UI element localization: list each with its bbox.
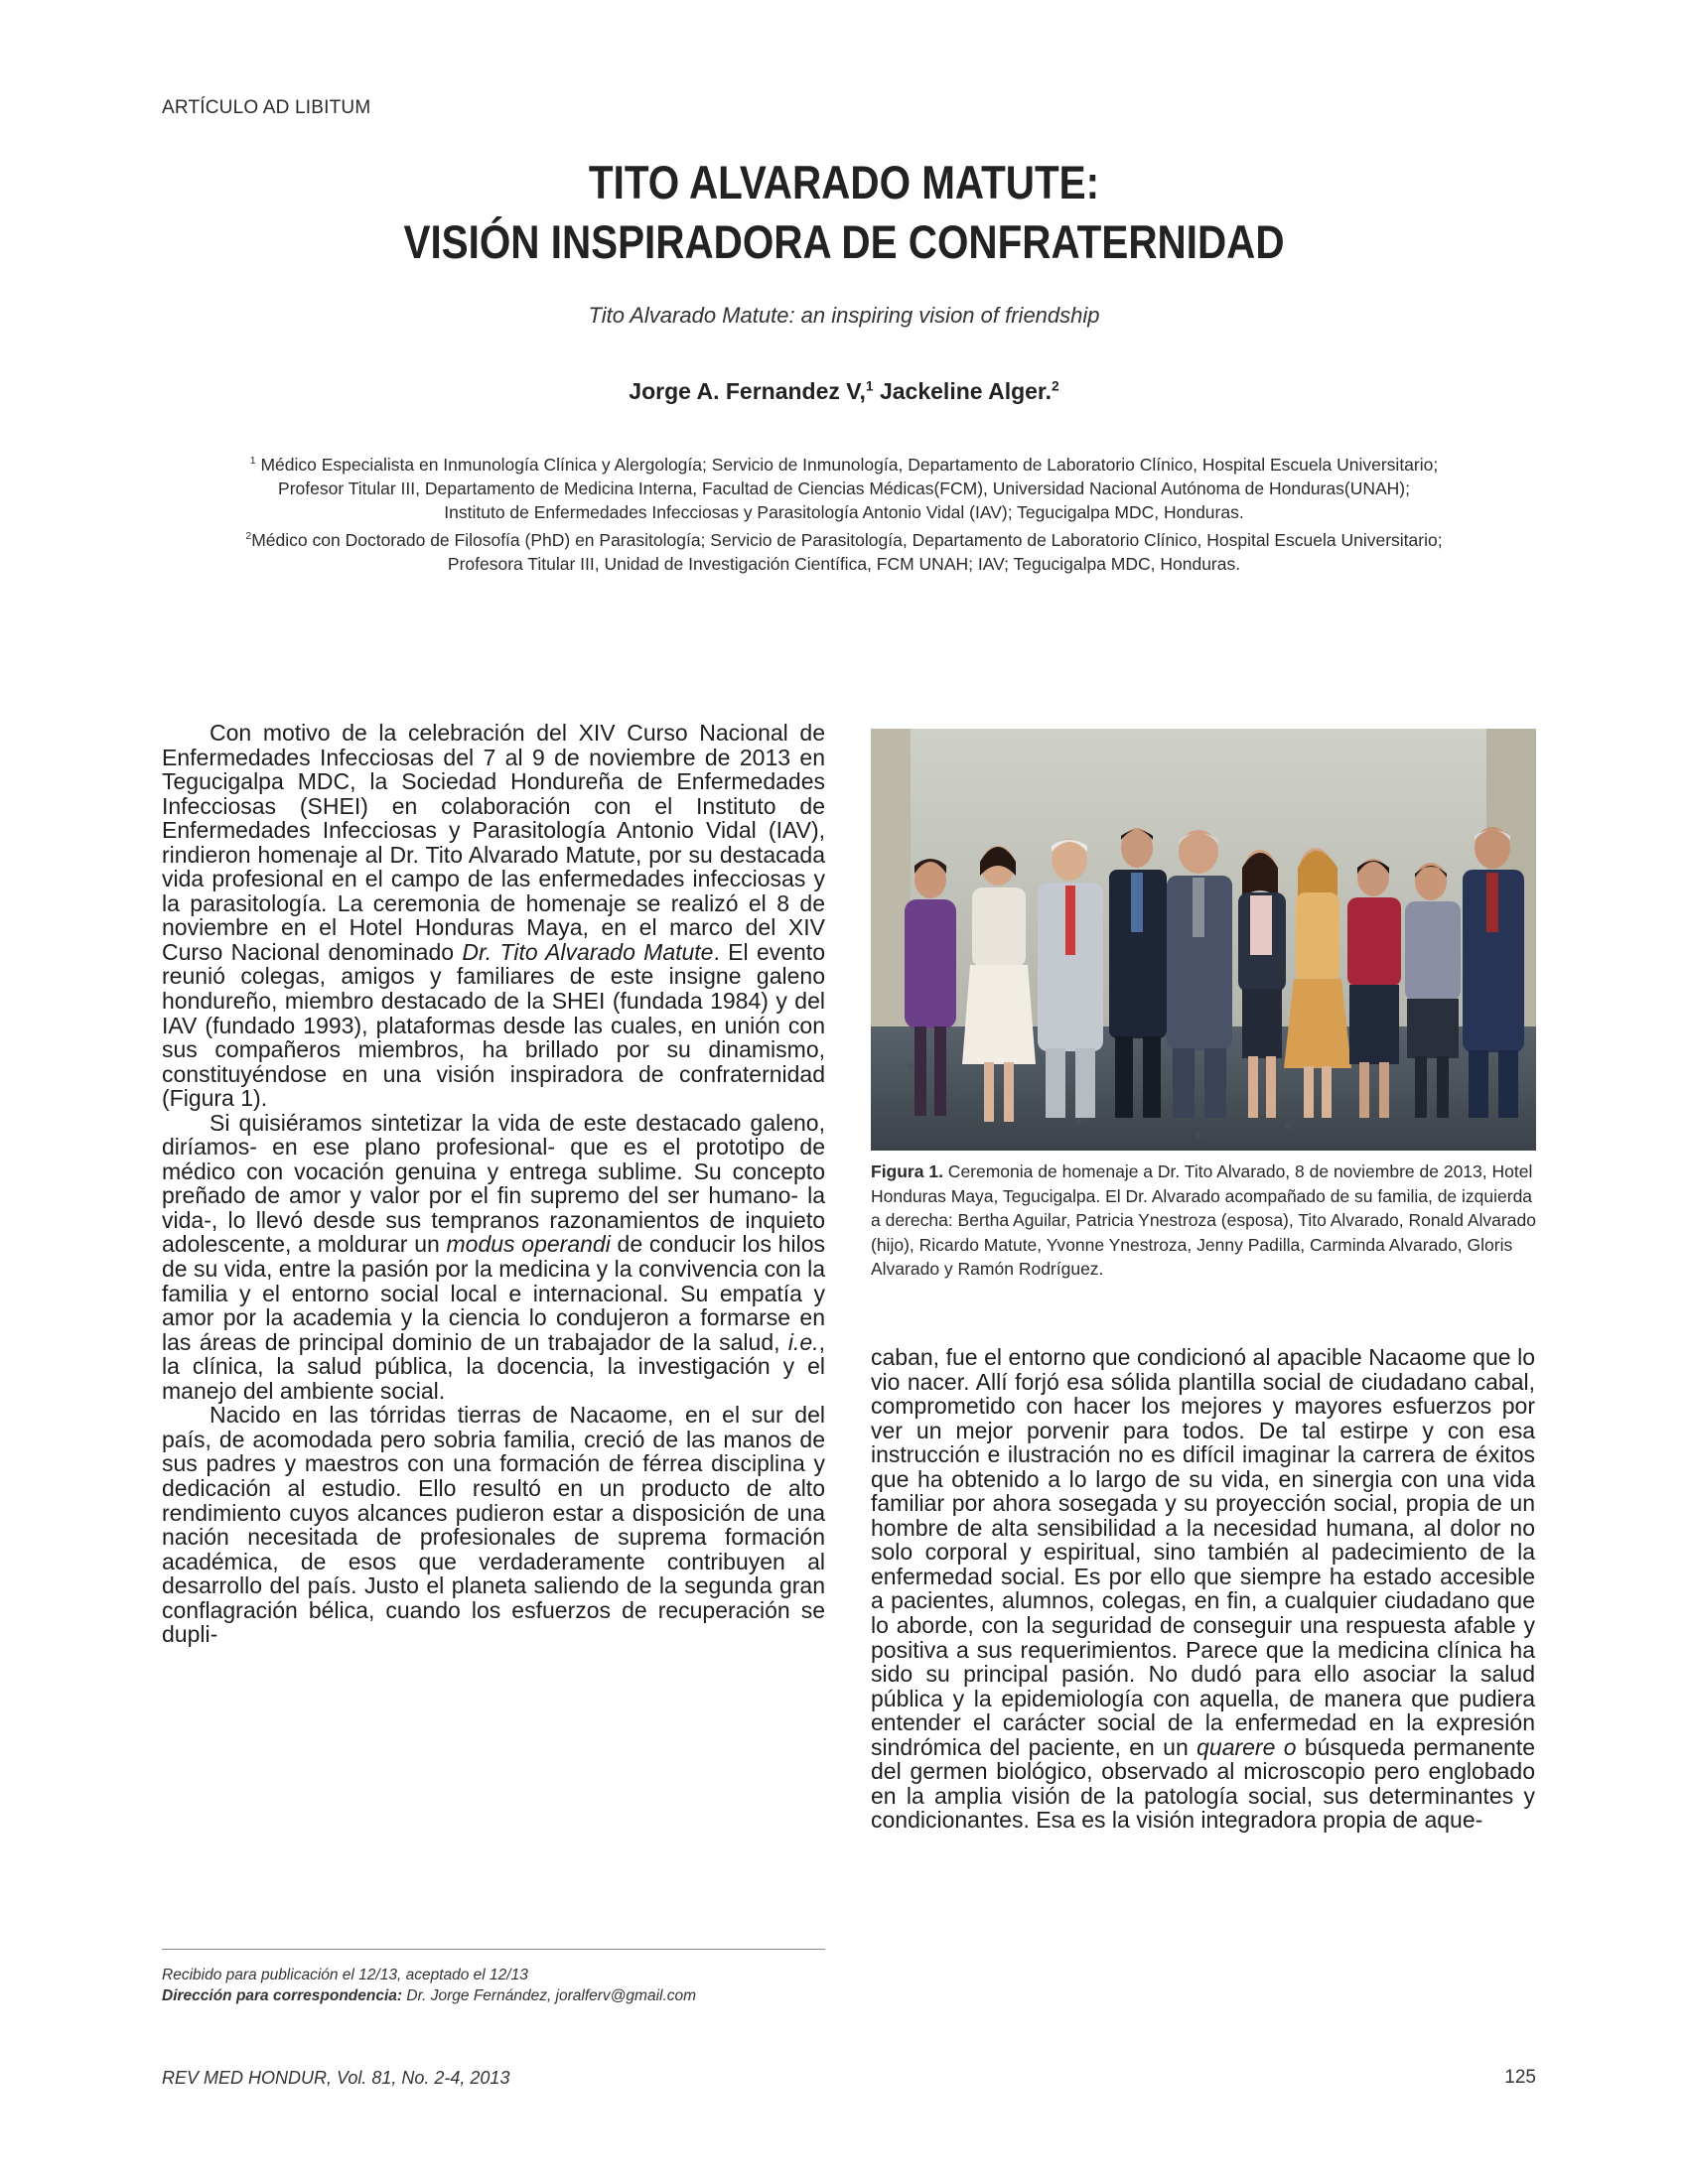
body-column-right xyxy=(871,1345,1535,1833)
received-note: Recibido para publicación el 12/13, aceptado el 12/13 xyxy=(162,1967,528,1983)
footnote-divider xyxy=(162,1949,825,1950)
page-number: 125 xyxy=(1504,2067,1536,2088)
title-line-1: TITO ALVARADO MATUTE: xyxy=(588,156,1100,208)
figure-1-photo xyxy=(871,729,1536,1151)
p2-text-b: de conducir los hilos de su vida, entre la pasión por la medicina y la convivencia con la familia y el entorno social local e internacional. Su empatía y amor por la academia y la ciencia lo condujeron a formarse en las áreas de principal dominio de un trabajador de la salud, xyxy=(162,1231,825,1355)
affiliation-1-marker: 1 xyxy=(249,455,256,467)
p2-text-a: Si quisiéramos sintetizar la vida de este destacado galeno, diríamos- en ese plano profesional- que es el prototipo de médico con vocación genuina y entrega sublime. Su concepto preñado de amor y valor por el fin supremo del ser humano- la vida-, lo llevó desde sus tempranos razonamientos de inquieto adolescente, a moldurar un xyxy=(162,1109,825,1258)
body-paragraph-1 xyxy=(162,721,825,1111)
body-paragraph-2 xyxy=(162,1111,825,1404)
p2-emphasis-2: i.e. xyxy=(787,1328,819,1355)
affiliation-1-line-2: Profesor Titular III, Departamento de Medicina Interna, Facultad de Ciencias Médicas(FCM), Universidad Nacional Autónoma de Honduras(UNAH); xyxy=(278,478,1410,498)
affiliation-1-text: Médico Especialista en Inmunología Clínica y Alergología; Servicio de Inmunología, Departamento de Laboratorio Clínico, Hospital Escuela Universitario; xyxy=(255,454,1439,475)
journal-citation: REV MED HONDUR, Vol. 81, No. 2-4, 2013 xyxy=(162,2068,510,2088)
p2-emphasis: modus operandi xyxy=(446,1231,611,1258)
section-label: ARTÍCULO AD LIBITUM xyxy=(162,97,371,118)
p4-emphasis: quarere o xyxy=(1196,1733,1297,1760)
p1-emphasis: Dr. Tito Alvarado Matute xyxy=(462,938,714,965)
p2-text-c: , la clínica, la salud pública, la docencia, la investigación y el manejo del ambiente social. xyxy=(162,1328,825,1404)
affiliation-2-text: Médico con Doctorado de Filosofía (PhD) en Parasitología; Servicio de Parasitología, Departamento de Laboratorio Clínico, Hospital Escuela Universitario; xyxy=(251,529,1443,550)
figure-1-caption-text: Ceremonia de homenaje a Dr. Tito Alvarado, 8 de noviembre de 2013, Hotel Honduras Maya, Tegucigalpa. El Dr. Alvarado acompañado de su familia, de izquierda a derecha: Bertha Aguilar, Patricia Ynestroza (esposa), Tito Alvarado, Ronald Alvarado (hijo), Ricardo Matute, Yvonne Ynestroza, Jenny Padilla, Carminda Alvarado, Gloris Alvarado y Ramón Rodríguez. xyxy=(871,1161,1536,1279)
authors xyxy=(149,378,1539,405)
affiliations xyxy=(199,449,1489,576)
body-column-left xyxy=(162,721,825,1647)
affiliation-2-line-1 xyxy=(199,524,1489,552)
p1-text-a: Con motivo de la celebración del XIV Curso Nacional de Enfermedades Infecciosas del 7 al 9 de noviembre de 2013 en Tegucigalpa MDC, la Sociedad Hondureña de Enfermedades Infecciosas (SHEI) en colaboración con el Instituto de Enfermedades Infecciosas y Parasitología Antonio Vidal (IAV), rindieron homenaje al Dr. Tito Alvarado Matute, por su destacada vida profesional en el campo de las enfermedades infecciosas y la parasitología. La ceremonia de homenaje se realizó el 8 de noviembre en el Hotel Honduras Maya, en el marco del XIV Curso Nacional denominado xyxy=(162,720,825,965)
figure-1-caption xyxy=(871,1160,1536,1282)
footnote xyxy=(162,1965,825,2006)
author-2-affil: 2 xyxy=(1052,378,1059,394)
figure-1-label: Figura 1. xyxy=(871,1161,943,1181)
body-paragraph-3: Nacido en las tórridas tierras de Nacaome, en el sur del país, de acomodada pero sobria familia, creció de las manos de sus padres y maestros con una formación de férrea disciplina y dedicación al estudio. Ello resultó en un producto de alto rendimiento cuyos alcances pudieron estar a disposición de una nación necesitada de profesionales de suprema formación académica, de esos que verdaderamente contribuyen al desarrollo del país. Justo el planeta saliendo de la segunda gran conflagración bélica, cuando los esfuerzos de recuperación se dupli- xyxy=(162,1402,825,1648)
article-subtitle: Tito Alvarado Matute: an inspiring vision of friendship xyxy=(588,303,1100,328)
affiliation-1-line-1 xyxy=(199,449,1489,477)
correspondence-note xyxy=(162,1985,825,2006)
body-paragraph-4 xyxy=(871,1345,1535,1833)
author-2: Jackeline Alger. xyxy=(873,378,1052,404)
correspondence-text: Dr. Jorge Fernández, joralferv@gmail.com xyxy=(402,1987,697,2004)
correspondence-label: Dirección para correspondencia: xyxy=(162,1987,403,2004)
p4-text-b: búsqueda permanente del germen biológico, observado al microscopio pero englobado en la amplia visión de la patología social, sus determinantes y condicionantes. Esa es la visión integradora propia de aque- xyxy=(871,1733,1535,1834)
title-line-2: VISIÓN INSPIRADORA DE CONFRATERNIDAD xyxy=(403,215,1285,268)
p4-text-a: caban, fue el entorno que condicionó al apacible Nacaome que lo vio nacer. Allí forjó esa sólida plantilla social de ciudadano cabal, comprometido con hacer los mejores y mayores esfuerzos por ver un mejor porvenir para todos. De tal estirpe y con esa instrucción e ilustración no es difícil imaginar la carrera de éxitos que ha obtenido a lo largo de su vida, en sinergia con una vida familiar por ahora sosegada y su proyección social, propia de un hombre de alta sensibilidad a la necesidad humana, al dolor no solo corporal y espiritual, sino también al padecimiento de la enfermedad social. Es por ello que siempre ha estado accesible a pacientes, alumnos, colegas, en fin, a cualquier ciudadano que lo aborde, con la seguridad de conseguir una respuesta afable y positiva a sus requerimientos. Parece que la medicina clínica ha sido su principal pasión. No dudó para ello asociar la salud pública y la epidemiología con aquella, de manera que pudiera entender el carácter social de la enfermedad en la expresión sindrómica del paciente, en un xyxy=(871,1344,1535,1760)
author-1-affil: 1 xyxy=(865,378,874,394)
photo-illustration xyxy=(871,729,1536,1151)
affiliation-2-line-2: Profesora Titular III, Unidad de Investigación Científica, FCM UNAH; IAV; Tegucigalpa MDC, Honduras. xyxy=(447,553,1241,574)
affiliation-2-marker: 2 xyxy=(245,529,252,542)
affiliation-1-line-3: Instituto de Enfermedades Infecciosas y Parasitología Antonio Vidal (IAV); Tegucigalpa MDC, Honduras. xyxy=(444,501,1244,522)
author-1: Jorge A. Fernandez V, xyxy=(629,378,866,404)
p1-text-b: . El evento reunió colegas, amigos y familiares de este insigne galeno hondureño, miembro destacado de la SHEI (fundada 1984) y del IAV (fundado 1993), plataformas desde las cuales, en unión con sus compañeros miembros, ha brillado por su dinamismo, constituyéndose en una visión inspiradora de confraternidad (Figura 1). xyxy=(162,938,825,1112)
article-title xyxy=(246,153,1442,272)
